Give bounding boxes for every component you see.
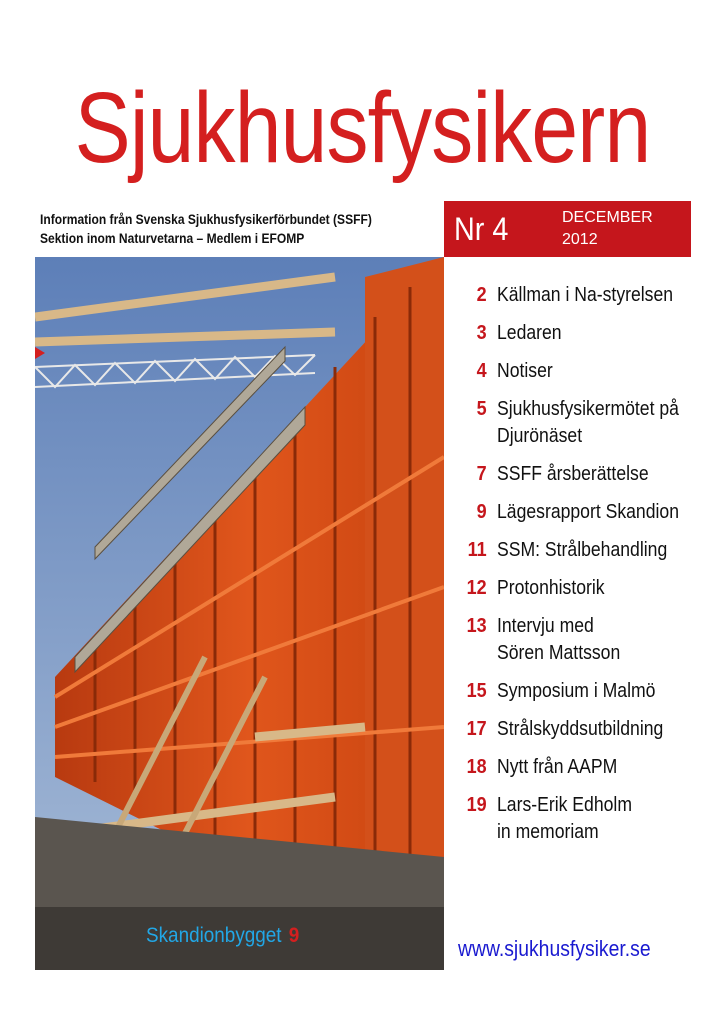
photo-caption-text: Skandionbygget: [146, 924, 282, 947]
toc-title: Notiser: [497, 360, 553, 382]
toc-page-number: 15: [466, 680, 487, 702]
issue-banner: [444, 201, 691, 257]
photo-caption: [146, 923, 299, 949]
toc-title: SSFF årsberättelse: [497, 463, 649, 485]
toc-page-number: 12: [466, 577, 487, 599]
toc-title: Symposium i Malmö: [497, 680, 656, 702]
toc-item[interactable]: [452, 320, 712, 347]
website-link[interactable]: www.sjukhusfysiker.se: [458, 936, 651, 961]
toc-item[interactable]: [452, 499, 712, 526]
photo-caption-page: 9: [288, 924, 300, 947]
masthead-title: Sjukhusfysikern: [74, 72, 651, 184]
toc-title: SSM: Strålbehandling: [497, 539, 668, 561]
toc-item[interactable]: [452, 575, 712, 602]
toc-page-number: 7: [476, 463, 487, 485]
issue-year: 2012: [562, 231, 598, 248]
table-of-contents: [452, 282, 712, 857]
toc-page-number: 19: [466, 794, 487, 816]
construction-site-image: [35, 257, 444, 970]
toc-page-number: 13: [466, 615, 487, 637]
toc-title: Lägesrapport Skandion: [497, 501, 680, 523]
toc-title: Lars-Erik Edholm in memoriam: [497, 794, 632, 843]
toc-page-number: 5: [476, 398, 487, 420]
toc-item[interactable]: [452, 716, 712, 743]
toc-page-number: 17: [466, 718, 487, 740]
toc-item[interactable]: [452, 537, 712, 564]
toc-title: Strålskyddsutbildning: [497, 718, 664, 740]
issue-number: Nr 4: [454, 211, 509, 247]
toc-title: Nytt från AAPM: [497, 756, 618, 778]
toc-title: Ledaren: [497, 322, 562, 344]
toc-title: Intervju med Sören Mattsson: [497, 615, 621, 664]
toc-title: Sjukhusfysikermötet på Djurönäset: [497, 398, 679, 447]
cover-photo: [35, 257, 444, 970]
publisher-info: [40, 210, 384, 248]
toc-item[interactable]: [452, 358, 712, 385]
toc-item[interactable]: [452, 792, 712, 846]
toc-title: Källman i Na-styrelsen: [497, 284, 674, 306]
toc-item[interactable]: [452, 282, 712, 309]
toc-page-number: 2: [476, 284, 487, 306]
toc-title: Protonhistorik: [497, 577, 605, 599]
issue-month: DECEMBER: [562, 209, 653, 226]
toc-item[interactable]: [452, 613, 712, 667]
publisher-info-line1: Information från Svenska Sjukhusfysikerförbundet (SSFF): [40, 211, 372, 227]
toc-item[interactable]: [452, 678, 712, 705]
publisher-info-line2: Sektion inom Naturvetarna – Medlem i EFOMP: [40, 230, 305, 246]
toc-item[interactable]: [452, 461, 712, 488]
toc-page-number: 4: [476, 360, 487, 382]
toc-page-number: 3: [476, 322, 487, 344]
toc-page-number: 9: [476, 501, 487, 523]
toc-item[interactable]: [452, 396, 712, 450]
toc-page-number: 11: [467, 539, 487, 561]
toc-item[interactable]: [452, 754, 712, 781]
toc-page-number: 18: [466, 756, 487, 778]
